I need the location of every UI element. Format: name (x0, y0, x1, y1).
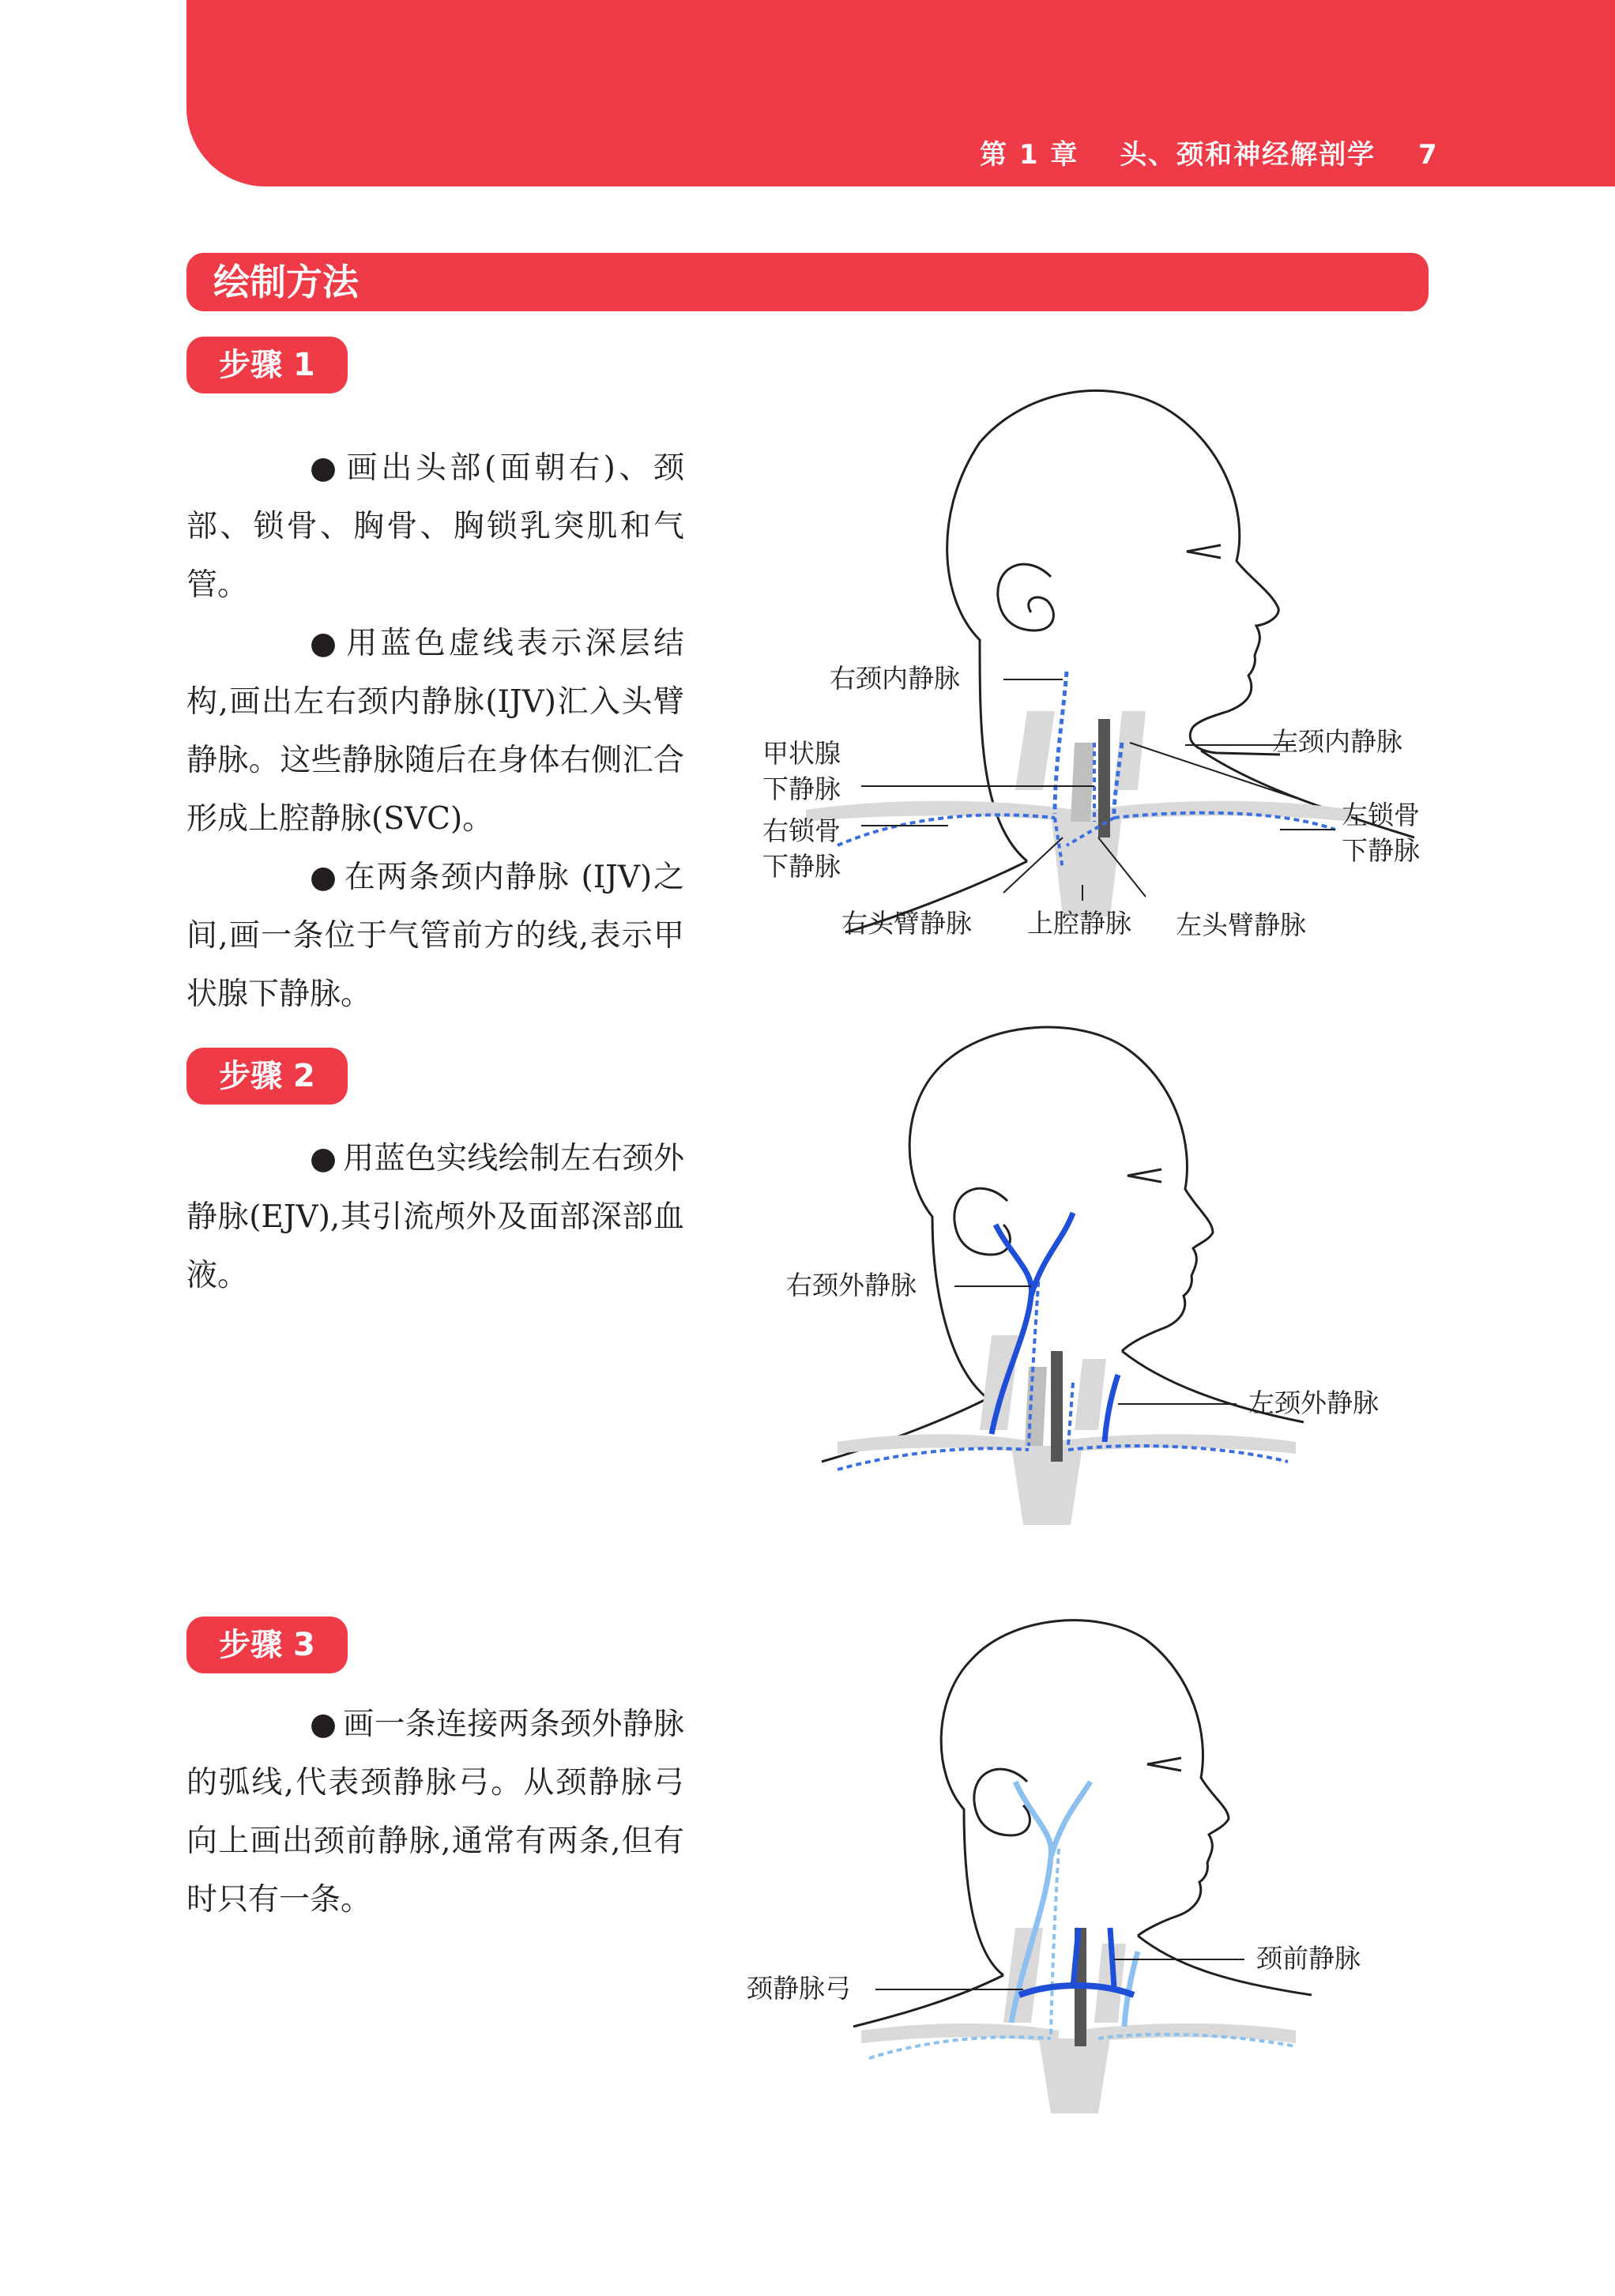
left-ejv (1124, 1952, 1138, 2027)
sternocleidomastoid-right (1015, 711, 1055, 790)
ear-icon (974, 1769, 1030, 1835)
step-2-badge: 步骤 2 (186, 1048, 348, 1105)
right-subclavian (838, 815, 1055, 845)
bullet-icon: ● (310, 1707, 337, 1742)
sternum (1011, 1446, 1082, 1525)
step-2-figure (782, 1019, 1446, 1541)
eye-icon (1187, 545, 1221, 558)
ear-icon (954, 1188, 1011, 1255)
clavicle-right (838, 1434, 1035, 1454)
bullet-icon: ● (310, 860, 337, 895)
running-header (980, 133, 1439, 171)
label-anterior-jugular: 颈前静脉 (1256, 1943, 1361, 1974)
bullet-icon: ● (310, 1141, 337, 1176)
step-1-figure (743, 379, 1470, 964)
step-1-paragraph: ● 用蓝色虚线表示深层结构,画出左右颈内静脉(IJV)汇入头臂静脉。这些静脉随后在身体右侧汇合形成上腔静脉(SVC)。 (186, 615, 684, 849)
thyroid-mass (1071, 743, 1094, 822)
step-3-text (186, 1696, 684, 1929)
step-2-paragraph: ● 用蓝色实线绘制左右颈外静脉(EJV),其引流颅外及面部深部血液。 (186, 1130, 684, 1305)
anterior-jugular-left (1110, 1928, 1114, 1987)
label-left-ijv: 左颈内静脉 (1272, 726, 1402, 757)
label-right-subclavian-1: 右锁骨 (762, 815, 841, 846)
right-ejv-branch (1031, 1213, 1073, 1296)
right-ijv (1051, 1849, 1059, 2034)
head-outline (947, 390, 1280, 861)
label-right-ijv: 右颈内静脉 (830, 663, 960, 694)
step-3-figure (743, 1604, 1438, 2125)
label-right-subclavian-2: 下静脉 (762, 851, 841, 882)
right-ejv (992, 1225, 1032, 1434)
label-left-subclavian-1: 左锁骨 (1342, 800, 1420, 830)
label-left-subclavian-2: 下静脉 (1342, 835, 1420, 866)
step-2-text (186, 1130, 684, 1305)
label-svc: 上腔静脉 (1027, 908, 1131, 939)
right-ejv-branch (1051, 1782, 1090, 1857)
step-1-badge: 步骤 1 (186, 337, 348, 393)
label-right-brachiocephalic: 右头臂静脉 (841, 908, 972, 939)
eye-icon (1127, 1169, 1161, 1182)
trachea (1051, 1351, 1063, 1462)
clavicle-right (861, 2023, 1059, 2043)
label-inf-thyroid-1: 甲状腺 (762, 738, 841, 769)
section-title: 绘制方法 (186, 253, 1429, 311)
eye-icon (1147, 1758, 1181, 1771)
left-ejv (1105, 1375, 1118, 1442)
clavicle-left (1051, 1434, 1296, 1454)
chapter-number: 第 1 章 (980, 139, 1079, 171)
step-3-paragraph: ● 画一条连接两条颈外静脉的弧线,代表颈静脉弓。从颈静脉弓向上画出颈前静脉,通常有两条,但有时只有一条。 (186, 1696, 684, 1929)
label-inf-thyroid-2: 下静脉 (762, 773, 841, 804)
step-1-paragraph: ● 在两条颈内静脉 (IJV)之间,画一条位于气管前方的线,表示甲状腺下静脉。 (186, 849, 684, 1024)
chapter-title: 头、颈和神经解剖学 (1120, 139, 1376, 171)
sternocleidomastoid-left (1114, 711, 1146, 790)
step-3-badge: 步骤 3 (186, 1617, 348, 1673)
label-jugular-arch: 颈静脉弓 (747, 1973, 851, 2004)
sternocleidomastoid-right (980, 1335, 1019, 1430)
page-number: 7 (1418, 139, 1439, 171)
shoulder-line-right (853, 1975, 1003, 2027)
head-outline (941, 1620, 1229, 1975)
ear-icon (998, 564, 1054, 630)
right-ijv (1055, 672, 1067, 814)
label-left-ejv: 左颈外静脉 (1248, 1387, 1379, 1418)
sternocleidomastoid-left (1075, 1359, 1106, 1430)
label-right-ejv: 右颈外静脉 (786, 1270, 917, 1300)
sternum (1039, 2038, 1110, 2113)
step-1-text (186, 439, 684, 1024)
left-ijv (1068, 1383, 1073, 1446)
step-1-paragraph: ● 画出头部(面朝右)、颈部、锁骨、胸骨、胸锁乳突肌和气管。 (186, 439, 684, 615)
bullet-icon: ● (310, 626, 337, 661)
bullet-icon: ● (310, 450, 337, 486)
label-left-brachiocephalic: 左头臂静脉 (1176, 909, 1306, 940)
trachea (1098, 719, 1110, 837)
